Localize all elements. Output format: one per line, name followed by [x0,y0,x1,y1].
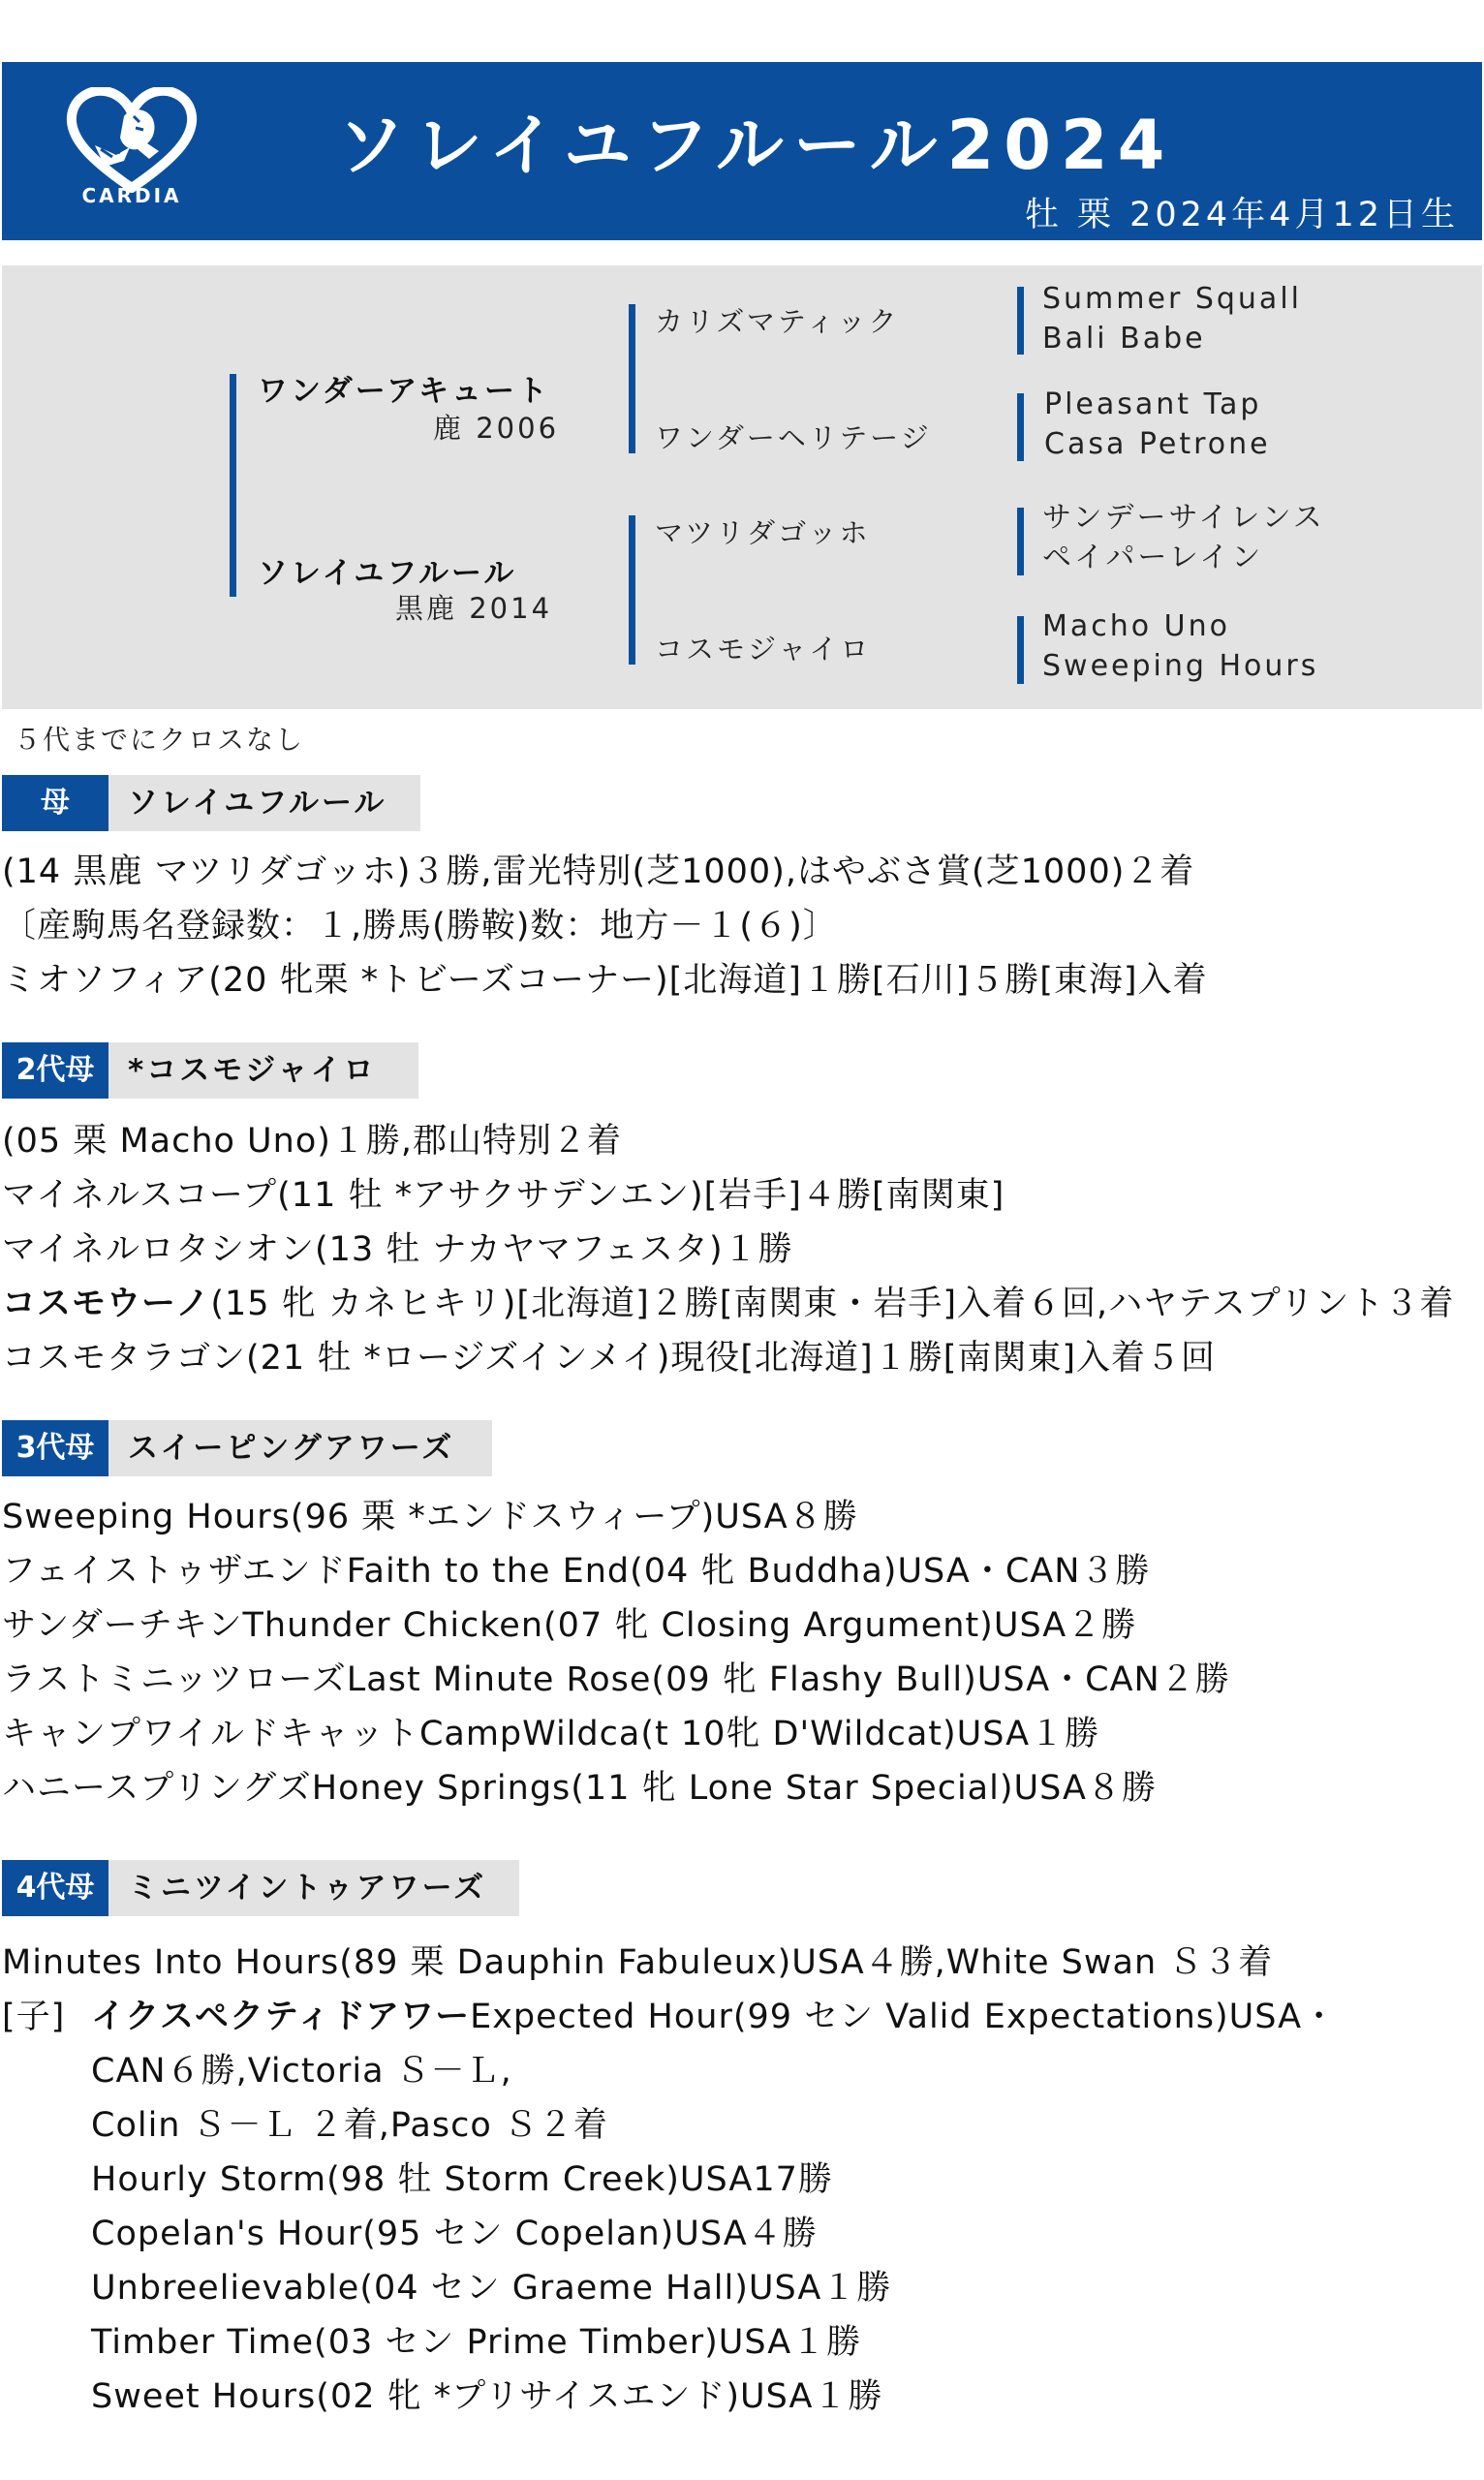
logo-text: CARDIA [81,184,182,207]
sire-detail: 鹿 2006 [433,412,560,445]
section-title: ソレイユフルール [108,775,420,831]
horse-profile: 牡 栗 2024年4月12日生 [1024,196,1459,234]
header-banner [2,62,1482,240]
child-marker: [子] [2,1998,66,2036]
pedigree-sdd: Casa Petrone [1044,427,1271,461]
pedigree-gen3-bar-2 [1017,393,1024,461]
dam-record: (14 黒鹿 マツリダゴッホ)３勝,雷光特別(芝1000),はやぶさ賞(芝1000)２着 [2,852,1195,891]
section-title: スイーピングアワーズ [108,1420,492,1476]
sire-name: ワンダーアキュート [258,374,550,409]
section-label: 母 [2,775,108,831]
fourth-dam-offspring: Hourly Storm(98 牡 Storm Creek)USA17勝 [91,2160,833,2199]
pedigree-ss: カリズマティック [655,305,900,338]
second-dam-record: (05 栗 Macho Uno)１勝,郡山特別２着 [2,1122,623,1161]
third-dam-offspring: ラストミニッツローズLast Minute Rose(09 牝 Flashy Bull)USA・CAN２勝 [2,1660,1230,1699]
pedigree-ssd: Bali Babe [1042,322,1206,356]
section-title: ミニツイントゥアワーズ [108,1860,519,1916]
second-dam-offspring [2,1277,1454,1325]
cardia-logo [66,87,198,209]
second-dam-offspring: マイネルロタシオン(13 牡 ナカヤマフェスタ)１勝 [2,1230,793,1269]
pedigree-dsd: ペイパーレイン [1042,541,1264,574]
third-dam-offspring: ハニースプリングズHoney Springs(11 牝 Lone Star Special)USA８勝 [2,1769,1157,1808]
offspring-detail: (15 牝 カネヒキリ)[北海道]２勝[南関東・岩手]入着６回,ハヤテスプリント３着 [210,1285,1455,1323]
pedigree-ddd: Sweeping Hours [1042,649,1319,683]
fourth-dam-offspring-cont: CAN６勝,Victoria Ｓ－Ｌ, [91,2052,512,2091]
third-dam-offspring: サンダーチキンThunder Chicken(07 牝 Closing Argument)USA２勝 [2,1606,1137,1645]
section-label: 2代母 [2,1042,108,1099]
pedigree-gen3-bar-3 [1017,508,1024,575]
pedigree-gen3-bar-1 [1017,287,1024,355]
fourth-dam-offspring: Timber Time(03 セン Prime Timber)USA１勝 [91,2323,862,2362]
dam-offspring-summary: 〔産駒馬名登録数：１,勝馬(勝鞍)数：地方－１(６)〕 [2,907,838,946]
fourth-dam-offspring: Copelan's Hour(95 セン Copelan)USA４勝 [91,2215,818,2253]
second-dam-offspring: コスモタラゴン(21 牡 *ロージズインメイ)現役[北海道]１勝[南関東]入着５回 [2,1339,1217,1378]
section-title: *コスモジャイロ [108,1042,418,1099]
pedigree-gen2-bar-dam [629,515,635,665]
fourth-dam-offspring: Unbreelievable(04 セン Graeme Hall)USA１勝 [91,2269,892,2308]
third-dam-offspring: キャンプワイルドキャットCampWildca(t 10牝 D'Wildcat)USA１勝 [2,1715,1100,1753]
third-dam-record: Sweeping Hours(96 栗 *エンドスウィープ)USA８勝 [2,1498,858,1536]
fourth-dam-offspring: Sweet Hours(02 牝 *プリサイスエンド)USA１勝 [91,2377,883,2416]
dam-offspring: ミオソフィア(20 牝栗 *トビーズコーナー)[北海道]１勝[石川]５勝[東海]入着 [2,961,1208,1000]
fourth-dam-offspring-cont: Colin Ｓ－Ｌ ２着,Pasco Ｓ２着 [91,2106,608,2145]
fourth-dam-record: Minutes Into Hours(89 栗 Dauphin Fabuleux)USA４勝,White Swan Ｓ３着 [2,1943,1274,1982]
pedigree-sd: ワンダーヘリテージ [655,421,932,454]
third-dam-offspring: フェイストゥザエンドFaith to the End(04 牝 Buddha)USA・CAN３勝 [2,1552,1151,1591]
pedigree-gen3-bar-4 [1017,616,1024,684]
pedigree-dss: サンデーサイレンス [1042,501,1325,535]
pedigree-sds: Pleasant Tap [1044,388,1262,421]
cross-note: ５代までにクロスなし [14,724,305,756]
pedigree-sss: Summer Squall [1042,282,1302,316]
bold-horse-name: イクスペクティドアワー [91,1998,471,2036]
heart-horse-icon [66,87,198,194]
pedigree-ds: マツリダゴッホ [655,516,871,549]
page-title: ソレイユフルール2024 [337,106,1175,185]
pedigree-dds: Macho Uno [1042,609,1230,643]
bold-horse-name: コスモウーノ [2,1285,211,1323]
pedigree-gen1-bar [230,374,236,597]
second-dam-offspring: マイネルスコープ(11 牡 *アサクサデンエン)[岩手]４勝[南関東] [2,1176,1005,1215]
dam-name: ソレイユフルール [258,556,517,591]
pedigree-gen2-bar-sire [629,304,635,453]
pedigree-table [2,265,1482,709]
dam-detail: 黒鹿 2014 [395,592,553,625]
pedigree-dd: コスモジャイロ [655,633,872,666]
fourth-dam-offspring [91,1990,1337,2038]
offspring-detail: Expected Hour(99 セン Valid Expectations)USA・ [470,1998,1338,2036]
section-label: 4代母 [2,1860,108,1916]
section-label: 3代母 [2,1420,108,1476]
